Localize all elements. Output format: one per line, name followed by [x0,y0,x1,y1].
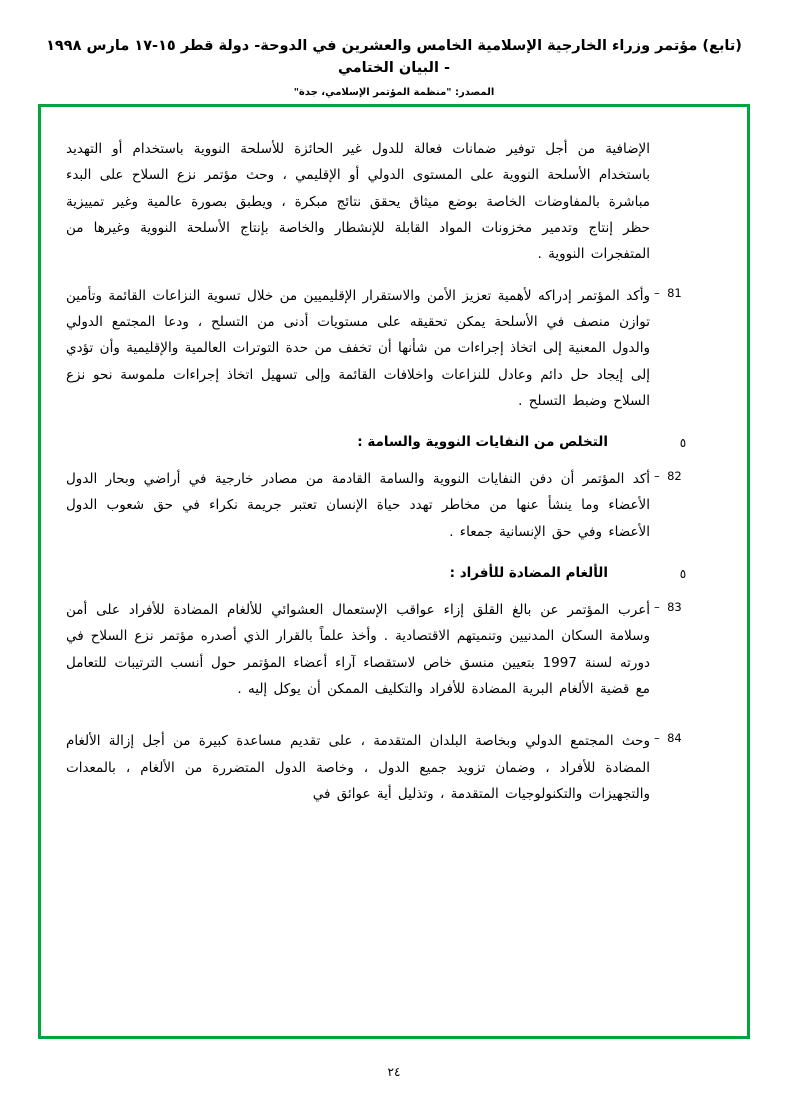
paragraph-number [654,136,712,139]
paragraph-text: أعرب المؤتمر عن بالغ القلق إزاء عواقب الإستعمال العشوائي للألغام المضادة للأفراد على أمن وسلامة السكان المدنيين وتنميتهم الاقتصادية . وأخذ علماً بالقرار الذي أصدره مؤتمر نزع السلاح في دورته لسنة 1997 بتعيين منسق خاص لاستقصاء آراء أعضاء المؤتمر حول أنسب الترتيبات للتعامل مع قضية الألغام البرية المضادة للأفراد والتكليف الممكن أن يوكل إليه . [66,602,650,697]
document-body [52,118,736,1027]
page-number: ٢٤ [387,1065,401,1079]
paragraph-block [66,283,712,415]
heading-text: الألغام المضادة للأفراد : [449,565,608,582]
paragraph-block [66,597,712,702]
paragraph-number [654,466,712,483]
paragraph-text: الإضافية من أجل توفير ضمانات فعالة للدول غير الحائزة للأسلحة النووية باستخدام أو التهديد باستخدام الأسلحة النووية على المستوى الدولي أو الإقليمي ، وحث مؤتمر نزع السلاح على البدء مباشرة بالمفاوضات الخاصة بوضع ميثاق يحقق نتائج مبكرة ، ويطبق بصورة عالمية وغير تمييزية حظر إنتاج وتدمير مخزونات المواد القابلة للإنشطار والخاصة بإنتاج الأسلحة النووية وغيرها من المتفجرات النووية . [66,141,650,263]
paragraph-block [66,136,712,268]
heading-bullet: ٥ [679,567,687,582]
paragraph-number [654,283,712,300]
paragraph-number [654,597,712,614]
section-heading [66,434,712,450]
header-title: (تابع) مؤتمر وزراء الخارجية الإسلامية الخامس والعشرين في الدوحة- دولة قطر ١٥-١٧ مارس ١٩٩٨ - البيان الختامي [46,38,742,76]
paragraph-index: 84 [667,731,682,746]
page-header [0,0,788,98]
header-source: المصدر: "منظمة المؤتمر الإسلامي، جدة" [293,86,495,98]
paragraph-index: 82 [667,469,682,484]
paragraph-dash: – [654,731,660,746]
section-heading [66,565,712,581]
heading-bullet: ٥ [679,436,687,451]
paragraph-block [66,728,712,807]
paragraph-text: أكد المؤتمر أن دفن النفايات النووية والسامة القادمة من مصادر خارجية في أراضي وبحار الدول الأعضاء وما ينشأ عنها من مخاطر تهدد حياة الإنسان تعتبر جريمة نكراء في حق شعوب الدول الأعضاء وفي حق الإنسانية جمعاء . [66,471,650,540]
paragraph-text: وأكد المؤتمر إدراكه لأهمية تعزيز الأمن والاستقرار الإقليميين من خلال تسوية النزاعات القائمة وتأمين توازن منصف في الأسلحة يمكن تحقيقه على مستويات أدنى من التسلح ، ودعا المجتمع الدولي والدول المعنية إلى اتخاذ إجراءات من شأنها أن تخفف من حدة التوترات العالمية والإقليمية وأن تؤدي إلى إيجاد حل دائم وعادل للنزاعات واخلافات القائمة وإلى تسهيل اتخاذ إجراءات ملموسة نحو نزع السلاح وضبط التسلح . [66,287,650,409]
paragraph-block [66,466,712,545]
paragraph-dash: – [654,469,660,484]
paragraph-index: 83 [667,600,682,615]
paragraph-text: وحث المجتمع الدولي وبخاصة البلدان المتقدمة ، على تقديم مساعدة كبيرة من أجل إزالة الألغام المضادة للأفراد ، وضمان تزويد جميع الدول ، وخاصة الدول المتضررة من الألغام ، بالمعدات والتجهيزات والتكنولوجيات المتقدمة ، وتذليل أية عوائق في [66,733,650,802]
paragraph-number [654,728,712,745]
heading-text: التخلص من النفايات النووية والسامة : [357,434,608,451]
page-footer [0,1065,788,1079]
paragraph-dash: – [654,285,660,300]
paragraph-dash: – [654,600,660,615]
paragraph-index: 81 [667,285,682,300]
